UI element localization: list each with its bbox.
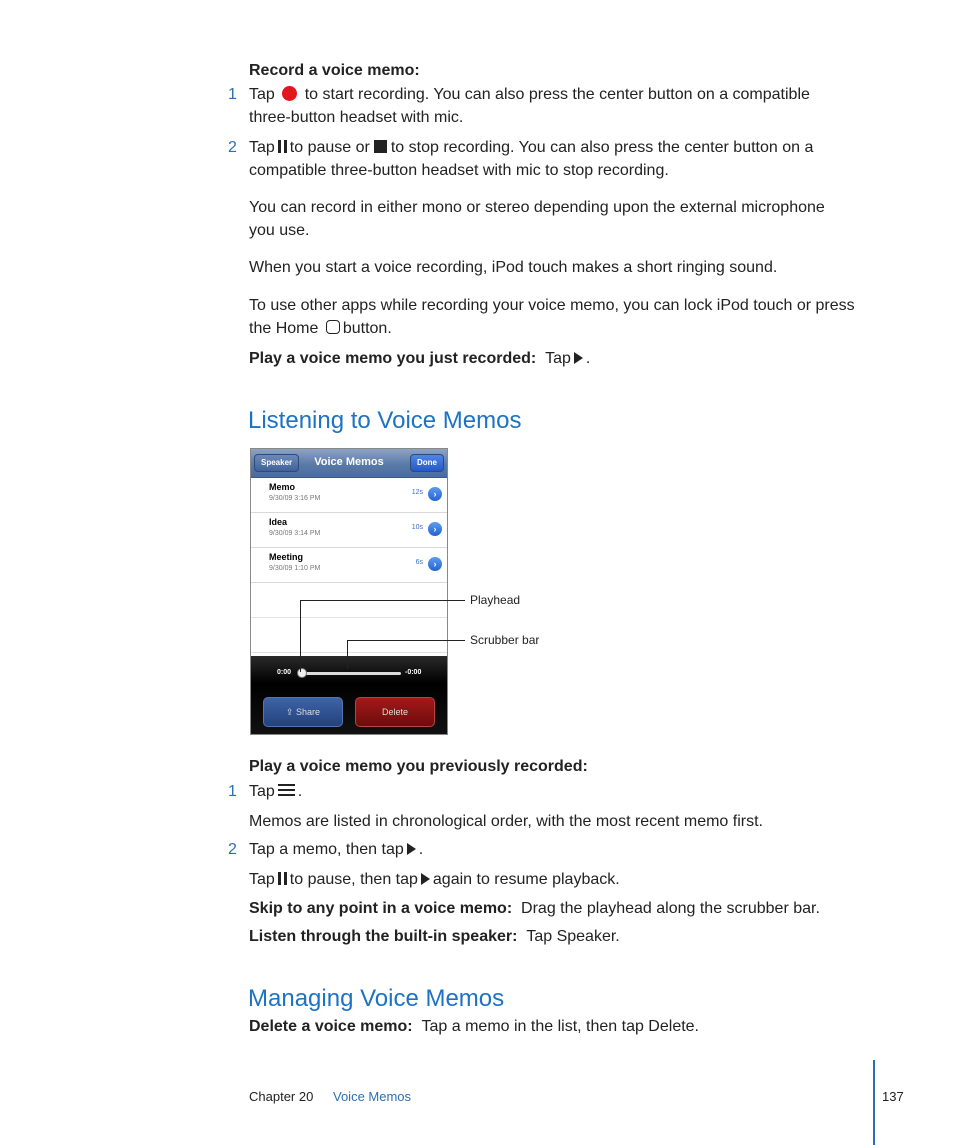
voice-memos-screenshot [250,448,448,735]
tap-memo-line: Tap a memo, then tap . [249,841,424,858]
mono-stereo-para-2: you use. [249,222,310,239]
step2-line-2: compatible three-button headset with mic to stop recording. [249,162,669,179]
step-number: 1 [228,783,237,800]
page-number: 137 [882,1089,904,1104]
list-icon [278,784,295,796]
playhead-callout-line [300,600,465,601]
stop-icon [374,140,387,153]
memo-duration: 10s [411,524,423,531]
memo-duration: 12s [411,489,423,496]
scrubber-callout-line [347,640,465,641]
tap-list-line: Tap . [249,783,303,800]
disclosure-arrow-icon[interactable]: › [428,522,442,536]
play-icon [574,352,583,364]
nav-bar [251,449,447,478]
step-number: 1 [228,86,237,103]
step-number: 2 [228,841,237,858]
pause-icon [278,140,287,153]
memo-date: 9/30/09 3:14 PM [269,530,321,537]
step1-line: Tap to start recording. You can also press the center button on a compatible [249,86,810,103]
share-icon: ⇪ [285,707,294,717]
time-elapsed: 0:00 [277,669,292,676]
memo-date: 9/30/09 3:16 PM [269,495,321,502]
player-controls [251,656,447,734]
nav-title: Voice Memos [314,456,384,468]
playhead-callout: Playhead [470,593,521,607]
memo-date: 9/30/09 1:10 PM [269,565,321,572]
playhead[interactable] [297,668,307,678]
footer-divider [873,1060,875,1145]
skip-line: Skip to any point in a voice memo: Drag the playhead along the scrubber bar. [249,900,820,917]
previously-recorded-heading: Play a voice memo you previously recorded: [249,758,588,775]
memo-row[interactable] [251,548,447,583]
footer-title: Voice Memos [333,1089,412,1104]
footer-chapter: Chapter 20 [249,1089,314,1104]
speaker-button[interactable]: Speaker [254,454,299,472]
disclosure-arrow-icon[interactable]: › [428,487,442,501]
share-button[interactable]: ⇪ Share [263,697,343,727]
listening-heading: Listening to Voice Memos [248,407,522,434]
play-icon [421,873,430,885]
lock-para-2: the Home button. [249,320,392,337]
mono-stereo-para: You can record in either mono or stereo depending upon the external microphone [249,199,825,216]
play-just-recorded: Play a voice memo you just recorded: Tap . [249,350,591,367]
empty-row [251,618,447,653]
memo-name: Idea [269,517,288,527]
step1-line-2: three-button headset with mic. [249,109,464,126]
play-icon [407,843,416,855]
scrubber-callout-line [347,640,348,669]
pause-icon [278,872,287,885]
ringing-para: When you start a voice recording, iPod touch makes a short ringing sound. [249,259,778,276]
memo-row[interactable] [251,478,447,513]
scrubber-bar[interactable] [301,672,401,675]
delete-line: Delete a voice memo: Tap a memo in the list, then tap Delete. [249,1018,699,1035]
step2-line: Tap to pause or to stop recording. You can also press the center button on a [249,139,814,156]
memo-name: Memo [269,482,296,492]
speaker-line: Listen through the built-in speaker: Tap Speaker. [249,928,620,945]
lock-para: To use other apps while recording your voice memo, you can lock iPod touch or press [249,297,855,314]
managing-heading: Managing Voice Memos [248,985,505,1012]
memo-row[interactable] [251,513,447,548]
step-number: 2 [228,139,237,156]
record-icon [282,86,297,101]
done-button[interactable]: Done [410,454,444,472]
scrubber-callout: Scrubber bar [470,633,540,647]
disclosure-arrow-icon[interactable]: › [428,557,442,571]
home-button-icon [326,320,340,334]
delete-button[interactable]: Delete [355,697,435,727]
playhead-callout-line [300,600,301,672]
record-heading: Record a voice memo: [249,62,420,79]
time-remaining: -0:00 [405,669,422,676]
memo-duration: 6s [415,559,423,566]
memo-name: Meeting [269,552,304,562]
pause-resume-line: Tap to pause, then tap again to resume playback. [249,871,620,888]
chronological-para: Memos are listed in chronological order, with the most recent memo first. [249,813,763,830]
